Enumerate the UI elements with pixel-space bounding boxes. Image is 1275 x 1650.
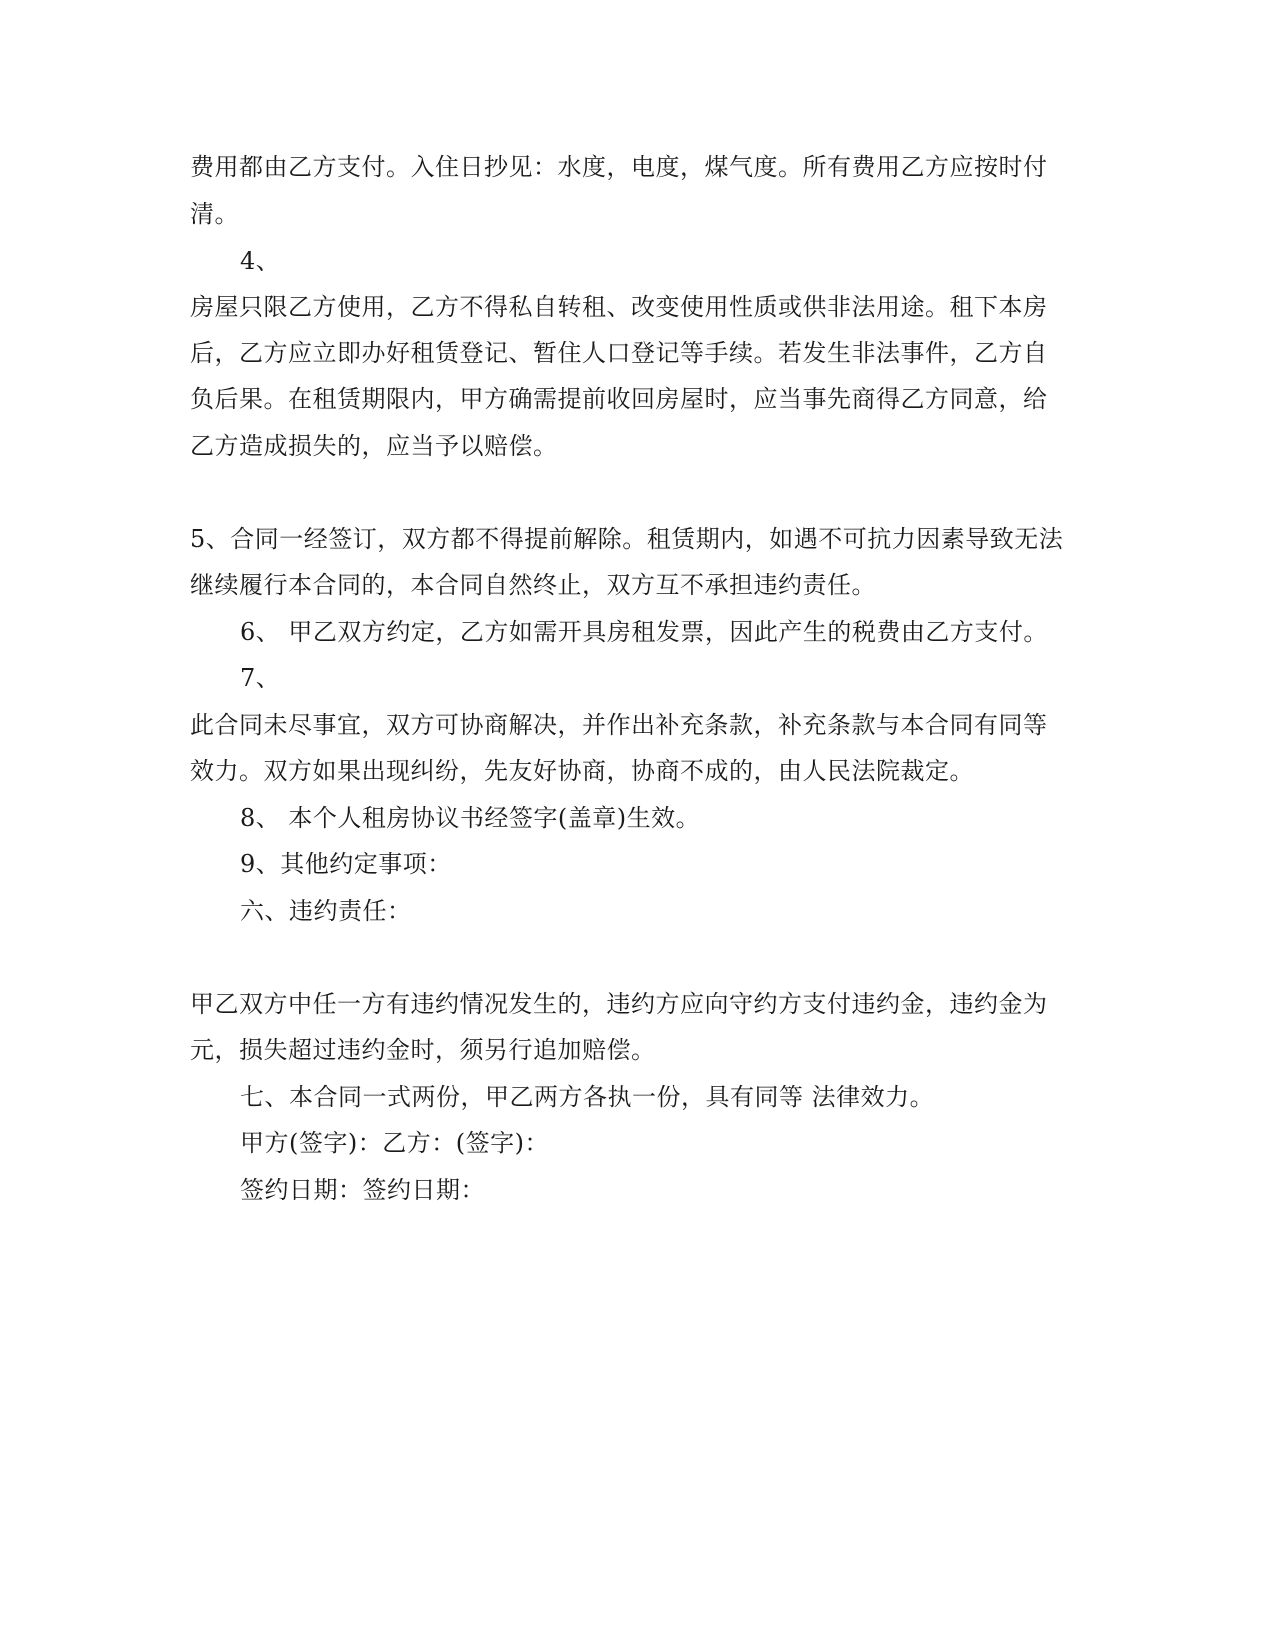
penalty-line-2: 元，损失超过违约金时，须另行追加赔偿。 [190,1036,656,1064]
section-7: 七、本合同一式两份，甲乙两方各执一份，具有同等 法律效力。 [240,1083,935,1111]
clause-9: 9、其他约定事项： [240,850,452,878]
text-line-4: 房屋只限乙方使用，乙方不得私自转租、改变使用性质或供非法用途。租下本房 [190,293,1048,321]
section-6-heading: 六、违约责任： [240,897,412,925]
text-line-1: 费用都由乙方支付。入住日抄见：水度，电度，煤气度。所有费用乙方应按时付 [190,153,1048,181]
text-line-7: 乙方造成损失的，应当予以赔偿。 [190,432,558,460]
signature-line: 甲方(签字)：乙方：(签字)： [240,1129,549,1157]
text-line-5: 后，乙方应立即办好租赁登记、暂住人口登记等手续。若发生非法事件，乙方自 [190,339,1048,367]
text-line-2: 清。 [190,200,239,228]
clause-5-line-1: 5、合同一经签订，双方都不得提前解除。租赁期内，如遇不可抗力因素导致无法 [190,525,1064,553]
clause-7-line-2: 效力。双方如果出现纠纷，先友好协商，协商不成的，由人民法院裁定。 [190,757,974,785]
clause-7-number: 7、 [240,664,281,692]
clause-7-line-1: 此合同未尽事宜，双方可协商解决，并作出补充条款，补充条款与本合同有同等 [190,711,1048,739]
clause-6: 6、 甲乙双方约定，乙方如需开具房租发票，因此产生的税费由乙方支付。 [240,618,1048,646]
clause-4-number: 4、 [240,247,281,275]
signing-date-line: 签约日期：签约日期： [240,1176,485,1204]
penalty-line-1: 甲乙双方中任一方有违约情况发生的，违约方应向守约方支付违约金，违约金为 [190,990,1048,1018]
clause-8: 8、 本个人租房协议书经签字(盖章)生效。 [240,804,701,832]
text-line-6: 负后果。在租赁期限内，甲方确需提前收回房屋时，应当事先商得乙方同意，给 [190,385,1048,413]
clause-5-line-2: 继续履行本合同的，本合同自然终止，双方互不承担违约责任。 [190,571,876,599]
